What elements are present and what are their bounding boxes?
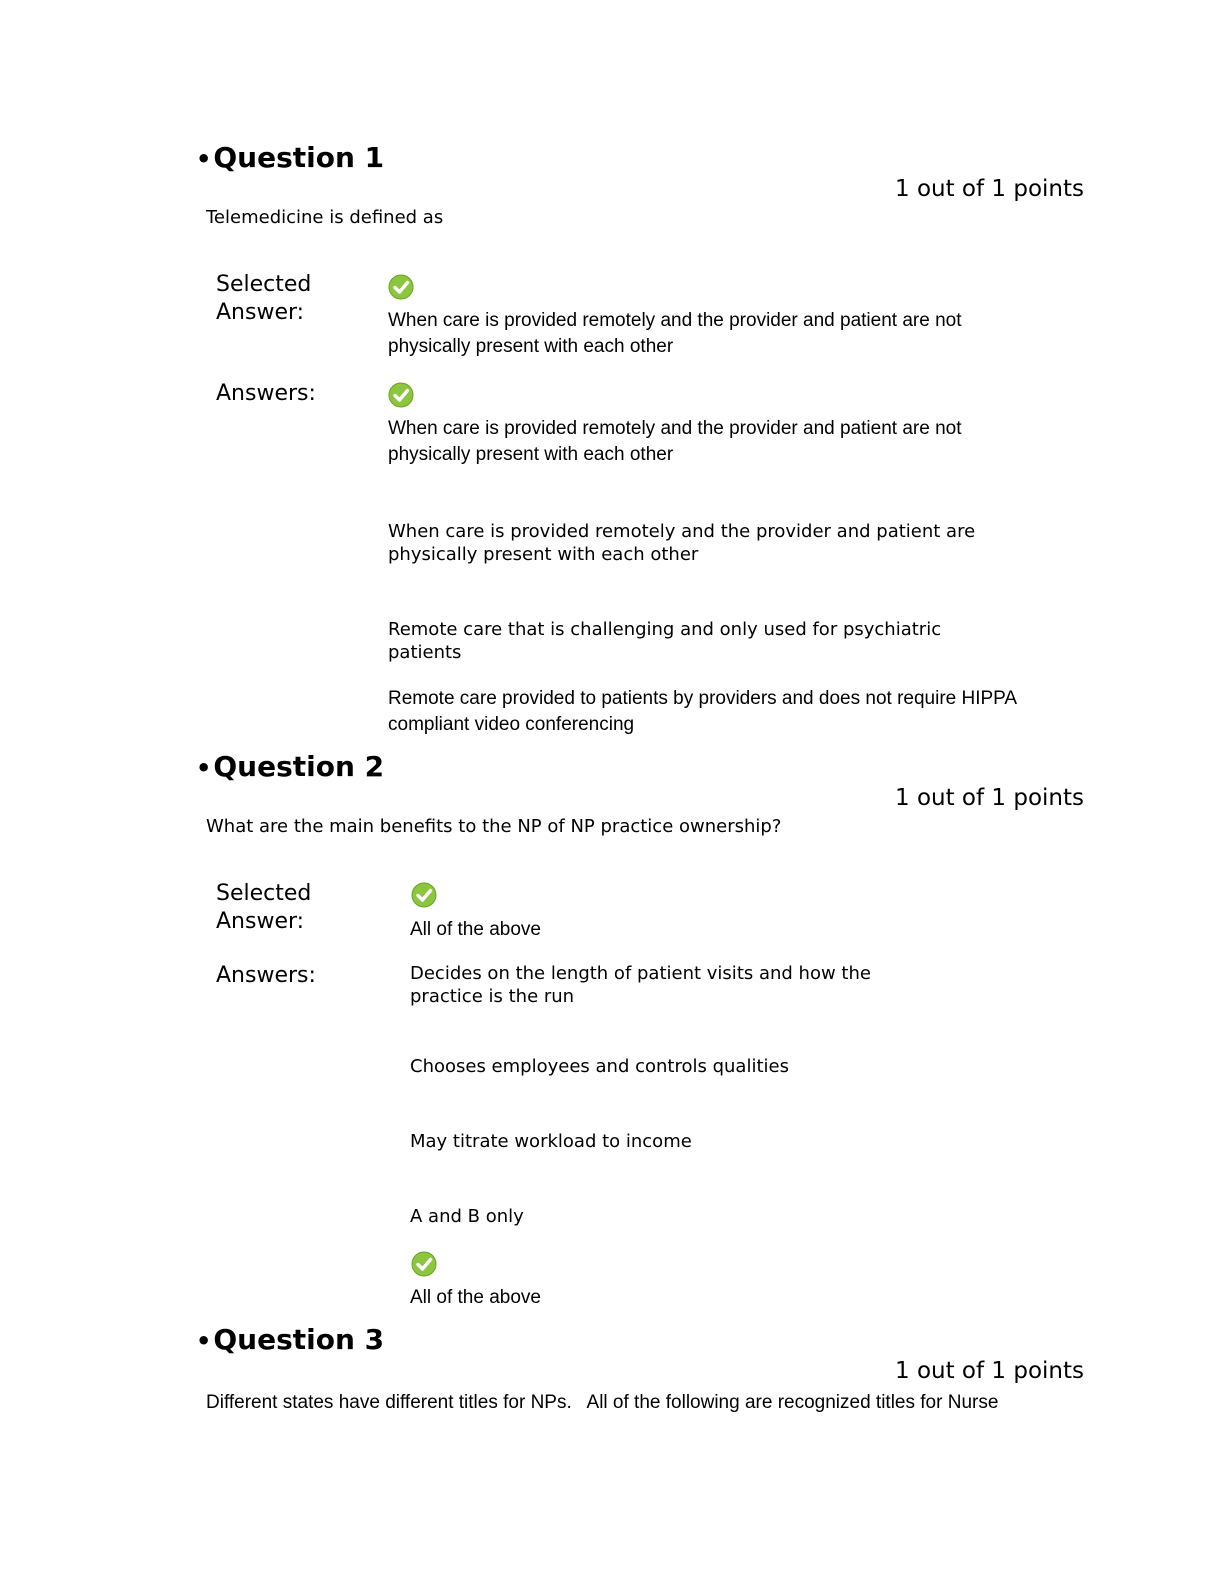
question-1-text: Telemedicine is defined as [206,207,444,228]
answer-option: When care is provided remotely and the provider and patient are physically present with each other [388,521,976,565]
question-3-heading [196,1324,384,1357]
question-3-title: Question 3 [213,1323,385,1356]
selected-answer-text: All of the above [410,919,541,940]
bullet-icon: • [196,754,212,782]
selected-answer-label: Selected Answer: [216,881,312,934]
check-icon [411,882,437,912]
question-1-heading [196,142,384,175]
question-3-points: 1 out of 1 points [895,1358,1084,1384]
question-2-points: 1 out of 1 points [895,785,1084,811]
selected-answer-text: When care is provided remotely and the provider and patient are not physically present with each other [388,310,962,357]
question-2-heading [196,751,384,784]
question-2-title: Question 2 [213,750,385,783]
answer-option: Decides on the length of patient visits and how the practice is the run [410,963,871,1007]
answers-label: Answers: [216,381,316,406]
bullet-icon: • [196,145,212,173]
check-icon [388,274,414,304]
answer-option: When care is provided remotely and the provider and patient are not physically present with each other [388,418,962,465]
selected-answer-label: Selected Answer: [216,272,312,325]
check-icon [411,1251,437,1281]
answer-option: Remote care provided to patients by providers and does not require HIPPA compliant video conferencing [388,688,1018,735]
answer-option: May titrate workload to income [410,1131,692,1152]
question-2-text: What are the main benefits to the NP of NP practice ownership? [206,816,782,837]
check-icon [388,382,414,412]
question-1-title: Question 1 [213,141,385,174]
answer-option: Remote care that is challenging and only used for psychiatric patients [388,619,942,663]
answers-label: Answers: [216,963,316,988]
question-3-text: Different states have different titles for NPs. All of the following are recognized titles for Nurse [206,1392,999,1413]
answer-option: Chooses employees and controls qualities [410,1056,789,1077]
answer-option: A and B only [410,1206,524,1227]
bullet-icon: • [196,1327,212,1355]
question-1-points: 1 out of 1 points [895,176,1084,202]
answer-option: All of the above [410,1287,541,1308]
